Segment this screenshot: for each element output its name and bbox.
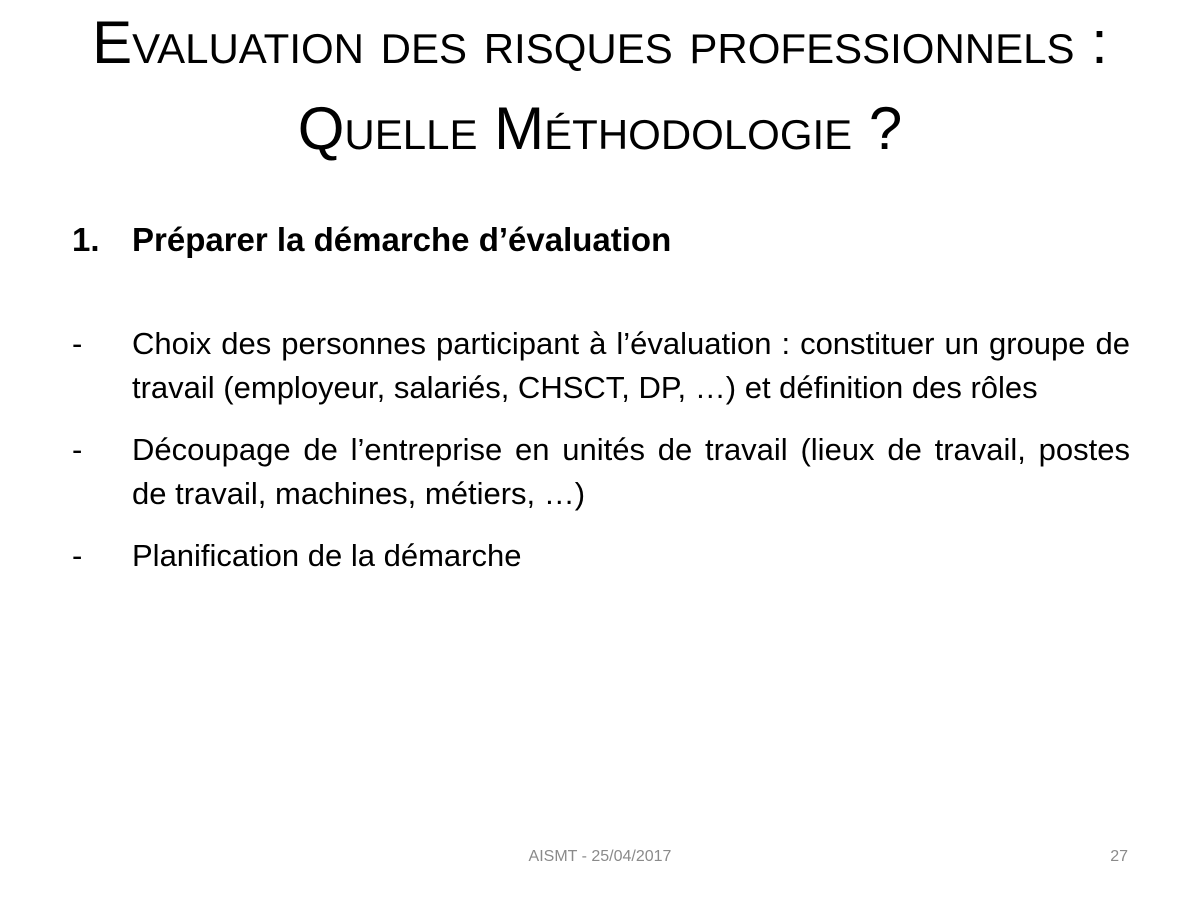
bullet-marker: -: [72, 326, 83, 361]
page-number: 27: [1110, 848, 1128, 865]
section-number: 1.: [72, 221, 100, 258]
bullet-marker: -: [72, 432, 83, 467]
bullet-marker: -: [72, 538, 83, 573]
bullet-item: [72, 322, 1130, 410]
slide-title-line-1: Evaluation des risques professionnels :: [92, 9, 1108, 76]
footer-date: AISMT - 25/04/2017: [528, 848, 672, 865]
slide-title: [40, 0, 1160, 172]
bullet-item: [72, 534, 1130, 578]
bullet-list: [72, 322, 1130, 596]
bullet-text: Planification de la démarche: [132, 538, 522, 573]
bullet-item: [72, 428, 1130, 516]
slide-title-line-2: Quelle Méthodologie ?: [297, 95, 903, 162]
section-heading-text: Préparer la démarche d’évaluation: [132, 221, 672, 258]
bullet-text: Découpage de l’entreprise en unités de travail (lieux de travail, postes de travail, machines, métiers, …): [132, 432, 1130, 511]
section-heading: [72, 218, 1132, 262]
bullet-text: Choix des personnes participant à l’évaluation : constituer un groupe de travail (employeur, salariés, CHSCT, DP, …) et définition des rôles: [132, 326, 1130, 405]
